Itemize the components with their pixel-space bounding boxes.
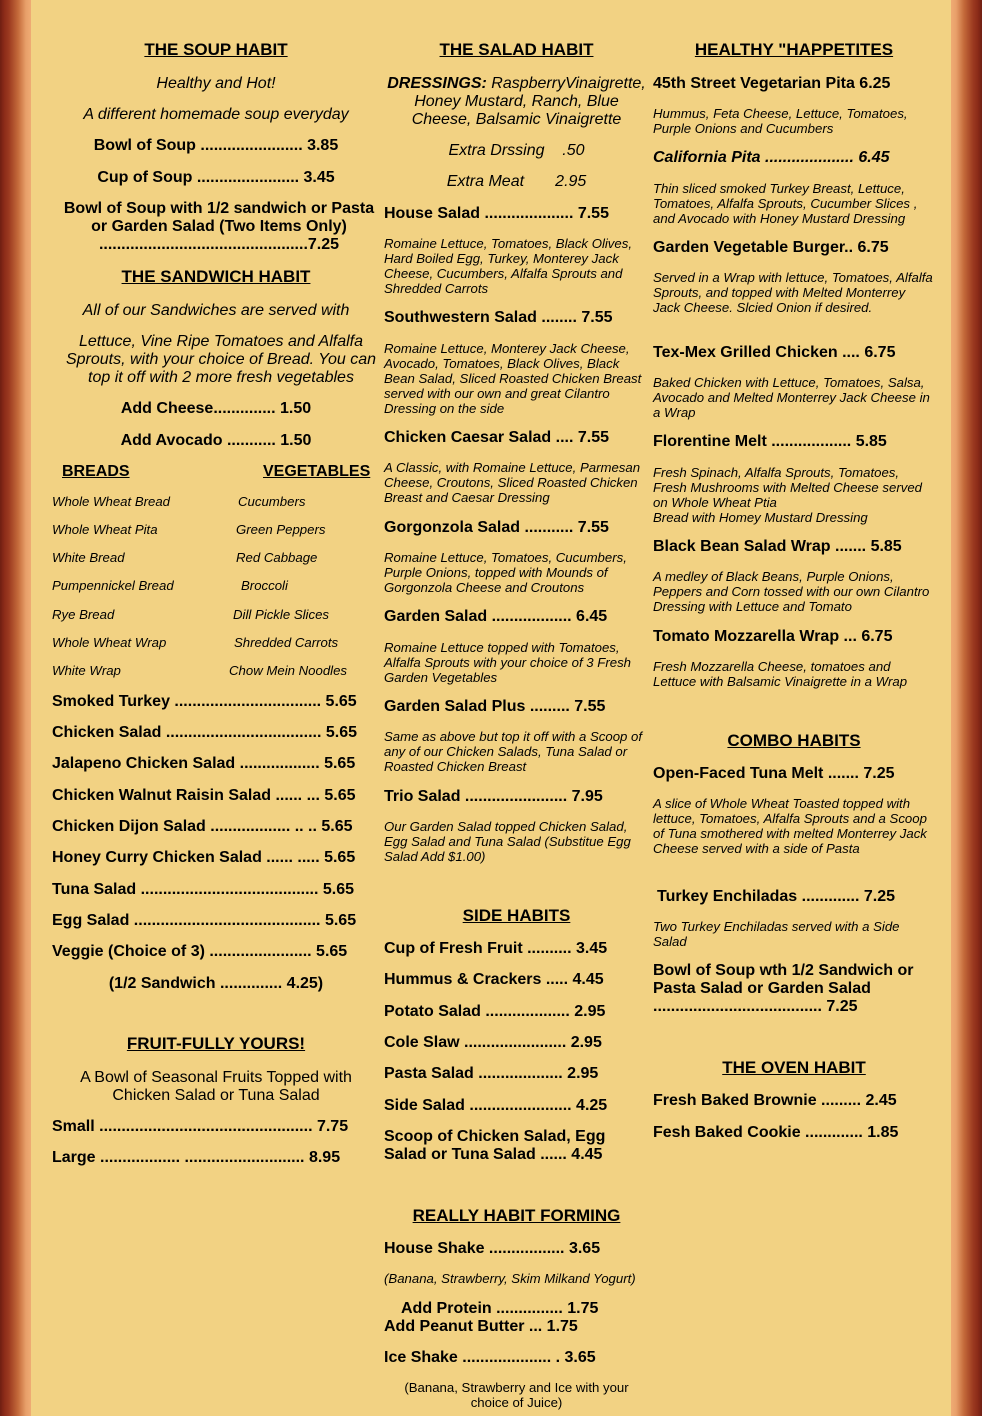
sandwich-item: Veggie (Choice of 3) ....................... 5.65 [52, 943, 348, 960]
salad-description: Same as above but top it off with a Scoop of any of our Chicken Salads, Tuna Salad or Roasted Chicken Breast [384, 729, 643, 774]
fruit-large-item: Large .................. ........................... 8.95 [52, 1149, 341, 1166]
healthy-description: Hummus, Feta Cheese, Lettuce, Tomatoes, Purple Onions and Cucumbers [653, 106, 908, 136]
healthy-description: Fresh Spinach, Alfalfa Sprouts, Tomatoes, Fresh Mushrooms with Melted Cheese served on Whole Wheat Ptia [653, 465, 922, 510]
healthy-item: Tomato Mozzarella Wrap ... 6.75 [653, 628, 893, 645]
sandwich-item: Tuna Salad ........................................ 5.65 [52, 881, 355, 898]
bread-option: Pumpennickel Bread [52, 578, 174, 593]
combo-description: A slice of Whole Wheat Toasted topped with lettuce, Tomatoes, Alfalfa Sprouts and a Scoop of Tuna smothered with melted Monterrey Jack Cheese served with a side of Pasta [653, 796, 927, 856]
salad-item: Garden Salad .................. 6.45 [384, 608, 608, 625]
healthy-heading: HEALTHY "HAPPETITES [694, 40, 894, 59]
vegetable-option: Dill Pickle Slices [233, 607, 329, 622]
oven-item: Fesh Baked Cookie ............. 1.85 [653, 1124, 899, 1141]
vegetable-option: Shredded Carrots [234, 635, 339, 650]
soup-combo-item: Bowl of Soup with 1/2 sandwich or Pasta or Garden Salad (Two Items Only) ...............................................7.25 [63, 200, 375, 253]
sandwich-item: Honey Curry Chicken Salad ...... ..... 5.65 [52, 849, 356, 866]
salad-description: Romaine Lettuce, Tomatoes, Black Olives, Hard Boiled Egg, Turkey, Monterey Jack Cheese, Cucumbers, Alfalfa Sprouts and Shredded Carrots [384, 236, 632, 296]
combo-description: Two Turkey Enchiladas served with a Side Salad [653, 919, 900, 949]
vegetable-option: Chow Mein Noodles [229, 663, 348, 678]
sandwich-item: Chicken Dijon Salad .................. .. .. 5.65 [52, 818, 353, 835]
salad-item: Gorgonzola Salad ........... 7.55 [384, 519, 609, 536]
side-scoop-item: Scoop of Chicken Salad, Egg Salad or Tuna Salad ...... 4.45 [384, 1128, 606, 1163]
vegetable-option: Red Cabbage [236, 550, 318, 565]
bread-option: White Bread [52, 550, 125, 565]
combo-bowl-item: Bowl of Soup wth 1/2 Sandwich or Pasta Salad or Garden Salad ...................................... 7.25 [653, 962, 914, 1015]
house-shake-note: (Banana, Strawberry, Skim Milkand Yogurt) [384, 1271, 636, 1286]
sandwich-item: Jalapeno Chicken Salad .................. 5.65 [52, 755, 356, 772]
bread-option: Whole Wheat Wrap [52, 635, 167, 650]
healthy-item: Florentine Melt .................. 5.85 [653, 433, 887, 450]
dressings-list [384, 75, 649, 129]
soup-heading: THE SOUP HABIT [144, 40, 288, 59]
sandwich-item: Chicken Salad ................................... 5.65 [52, 724, 357, 741]
healthy-item: Black Bean Salad Wrap ....... 5.85 [653, 538, 902, 555]
dressings-label: DRESSINGS: [387, 75, 487, 92]
sandwich-item: Smoked Turkey ................................. 5.65 [52, 693, 357, 710]
add-peanut-butter: Add Peanut Butter ... 1.75 [384, 1318, 578, 1335]
bread-option: Whole Wheat Bread [52, 494, 171, 509]
ice-shake-note: (Banana, Strawberry and Ice with your choice of Juice) [404, 1380, 629, 1410]
combo-heading: COMBO HABITS [727, 731, 861, 750]
oven-heading: THE OVEN HABIT [722, 1058, 866, 1077]
side-item: Pasta Salad ................... 2.95 [384, 1065, 599, 1082]
soup-cup-item: Cup of Soup ....................... 3.45 [97, 169, 335, 186]
salad-item: Chicken Caesar Salad .... 7.55 [384, 429, 610, 446]
combo-item: Open-Faced Tuna Melt ....... 7.25 [653, 765, 895, 782]
add-protein: Add Protein ............... 1.75 [401, 1300, 599, 1317]
healthy-item: Garden Vegetable Burger.. 6.75 [653, 239, 889, 256]
soup-note: A different homemade soup everyday [83, 106, 349, 123]
bread-option: Whole Wheat Pita [52, 522, 158, 537]
healthy-item: Tex-Mex Grilled Chicken .... 6.75 [653, 344, 896, 361]
sandwich-item: Chicken Walnut Raisin Salad ...... ... 5.65 [52, 787, 356, 804]
healthy-item: California Pita .................... 6.45 [653, 149, 890, 166]
salad-description: Romaine Lettuce topped with Tomatoes, Alfalfa Sprouts with your choice of 3 Fresh Garden Vegetables [384, 640, 632, 685]
sandwich-intro: All of our Sandwiches are served with [82, 302, 350, 319]
sandwich-item: Egg Salad .......................................... 5.65 [52, 912, 357, 929]
healthy-description: Served in a Wrap with lettuce, Tomatoes, Alfalfa Sprouts, and topped with Melted Monterrey Jack Cheese. Slcied Onion if desired. [653, 270, 933, 315]
healthy-item: 45th Street Vegetarian Pita 6.25 [653, 75, 891, 92]
house-shake-item: House Shake ................. 3.65 [384, 1240, 601, 1257]
fruit-small-item: Small ................................................ 7.75 [52, 1118, 349, 1135]
healthy-description: A medley of Black Beans, Purple Onions, Peppers and Corn tossed with our own Cilantro Dressing with Lettuce and Tomato [653, 569, 930, 614]
dressings-options: RaspberryVinaigrette, Honey Mustard, Ranch, Blue Cheese, Balsamic Vinaigrette [411, 75, 646, 128]
extra-dressing: Extra Drssing .50 [448, 142, 585, 159]
salad-item: House Salad .................... 7.55 [384, 205, 609, 222]
side-item: Potato Salad ................... 2.95 [384, 1003, 606, 1020]
salad-description: Romaine Lettuce, Tomatoes, Cucumbers, Purple Onions, topped with Mounds of Gorgonzola Cheese and Croutons [384, 550, 627, 595]
healthy-description: Fresh Mozzarella Cheese, tomatoes and Lettuce with Balsamic Vinaigrette in a Wrap [653, 659, 908, 689]
side-item: Cup of Fresh Fruit .......... 3.45 [384, 940, 608, 957]
add-avocado: Add Avocado ........... 1.50 [120, 432, 312, 449]
fruit-description: A Bowl of Seasonal Fruits Topped with Chicken Salad or Tuna Salad [80, 1069, 352, 1104]
sandwich-heading: THE SANDWICH HABIT [121, 267, 311, 286]
ice-shake-item: Ice Shake .................... . 3.65 [384, 1349, 596, 1366]
healthy-description: Bread with Homey Mustard Dressing [653, 510, 868, 525]
half-sandwich-price: (1/2 Sandwich .............. 4.25) [108, 975, 324, 992]
healthy-description: Baked Chicken with Lettuce, Tomatoes, Salsa, Avocado and Melted Monterrey Jack Cheese in a Wrap [653, 375, 930, 420]
side-item: Side Salad ....................... 4.25 [384, 1097, 608, 1114]
salad-description: Romaine Lettuce, Monterey Jack Cheese, Avocado, Tomatoes, Black Olives, Black Bean Salad, Sliced Roasted Chicken Breast served with our own and great Cilantro Dressing on the side [384, 341, 642, 416]
add-cheese: Add Cheese.............. 1.50 [120, 400, 312, 417]
vegetables-heading: VEGETABLES [263, 463, 371, 480]
sandwich-description: Lettuce, Vine Ripe Tomatoes and Alfalfa Sprouts, with your choice of Bread. You can top it off with 2 more fresh vegetables [65, 333, 377, 386]
extra-meat: Extra Meat 2.95 [446, 173, 587, 190]
salad-heading: THE SALAD HABIT [439, 40, 594, 59]
side-item: Cole Slaw ....................... 2.95 [384, 1034, 602, 1051]
salad-description: A Classic, with Romaine Lettuce, Parmesan Cheese, Croutons, Sliced Roasted Chicken Breast and Caesar Dressing [384, 460, 641, 505]
salad-item: Trio Salad ....................... 7.95 [384, 788, 603, 805]
vegetable-option: Green Peppers [236, 522, 326, 537]
menu-page [31, 0, 951, 1416]
bread-option: White Wrap [52, 663, 121, 678]
bread-option: Rye Bread [52, 607, 115, 622]
soup-tagline: Healthy and Hot! [156, 75, 276, 92]
salad-item: Garden Salad Plus ......... 7.55 [384, 698, 606, 715]
drinks-heading: REALLY HABIT FORMING [412, 1206, 621, 1225]
fruit-heading: FRUIT-FULLY YOURS! [126, 1034, 306, 1053]
side-heading: SIDE HABITS [462, 906, 571, 925]
vegetable-option: Cucumbers [238, 494, 306, 509]
oven-item: Fresh Baked Brownie ......... 2.45 [653, 1092, 897, 1109]
combo-item: Turkey Enchiladas ............. 7.25 [657, 888, 896, 905]
vegetable-option: Broccoli [241, 578, 288, 593]
salad-item: Southwestern Salad ........ 7.55 [384, 309, 613, 326]
side-item: Hummus & Crackers ..... 4.45 [384, 971, 604, 988]
healthy-description: Thin sliced smoked Turkey Breast, Lettuce, Tomatoes, Alfalfa Sprouts, Cucumber Slices , and Avocado with Honey Mustard Dressing [653, 181, 918, 226]
breads-heading: BREADS [62, 463, 130, 480]
salad-description: Our Garden Salad topped Chicken Salad, Egg Salad and Tuna Salad (Substitue Egg Salad Add $1.00) [384, 819, 631, 864]
soup-bowl-item: Bowl of Soup ....................... 3.85 [93, 137, 339, 154]
